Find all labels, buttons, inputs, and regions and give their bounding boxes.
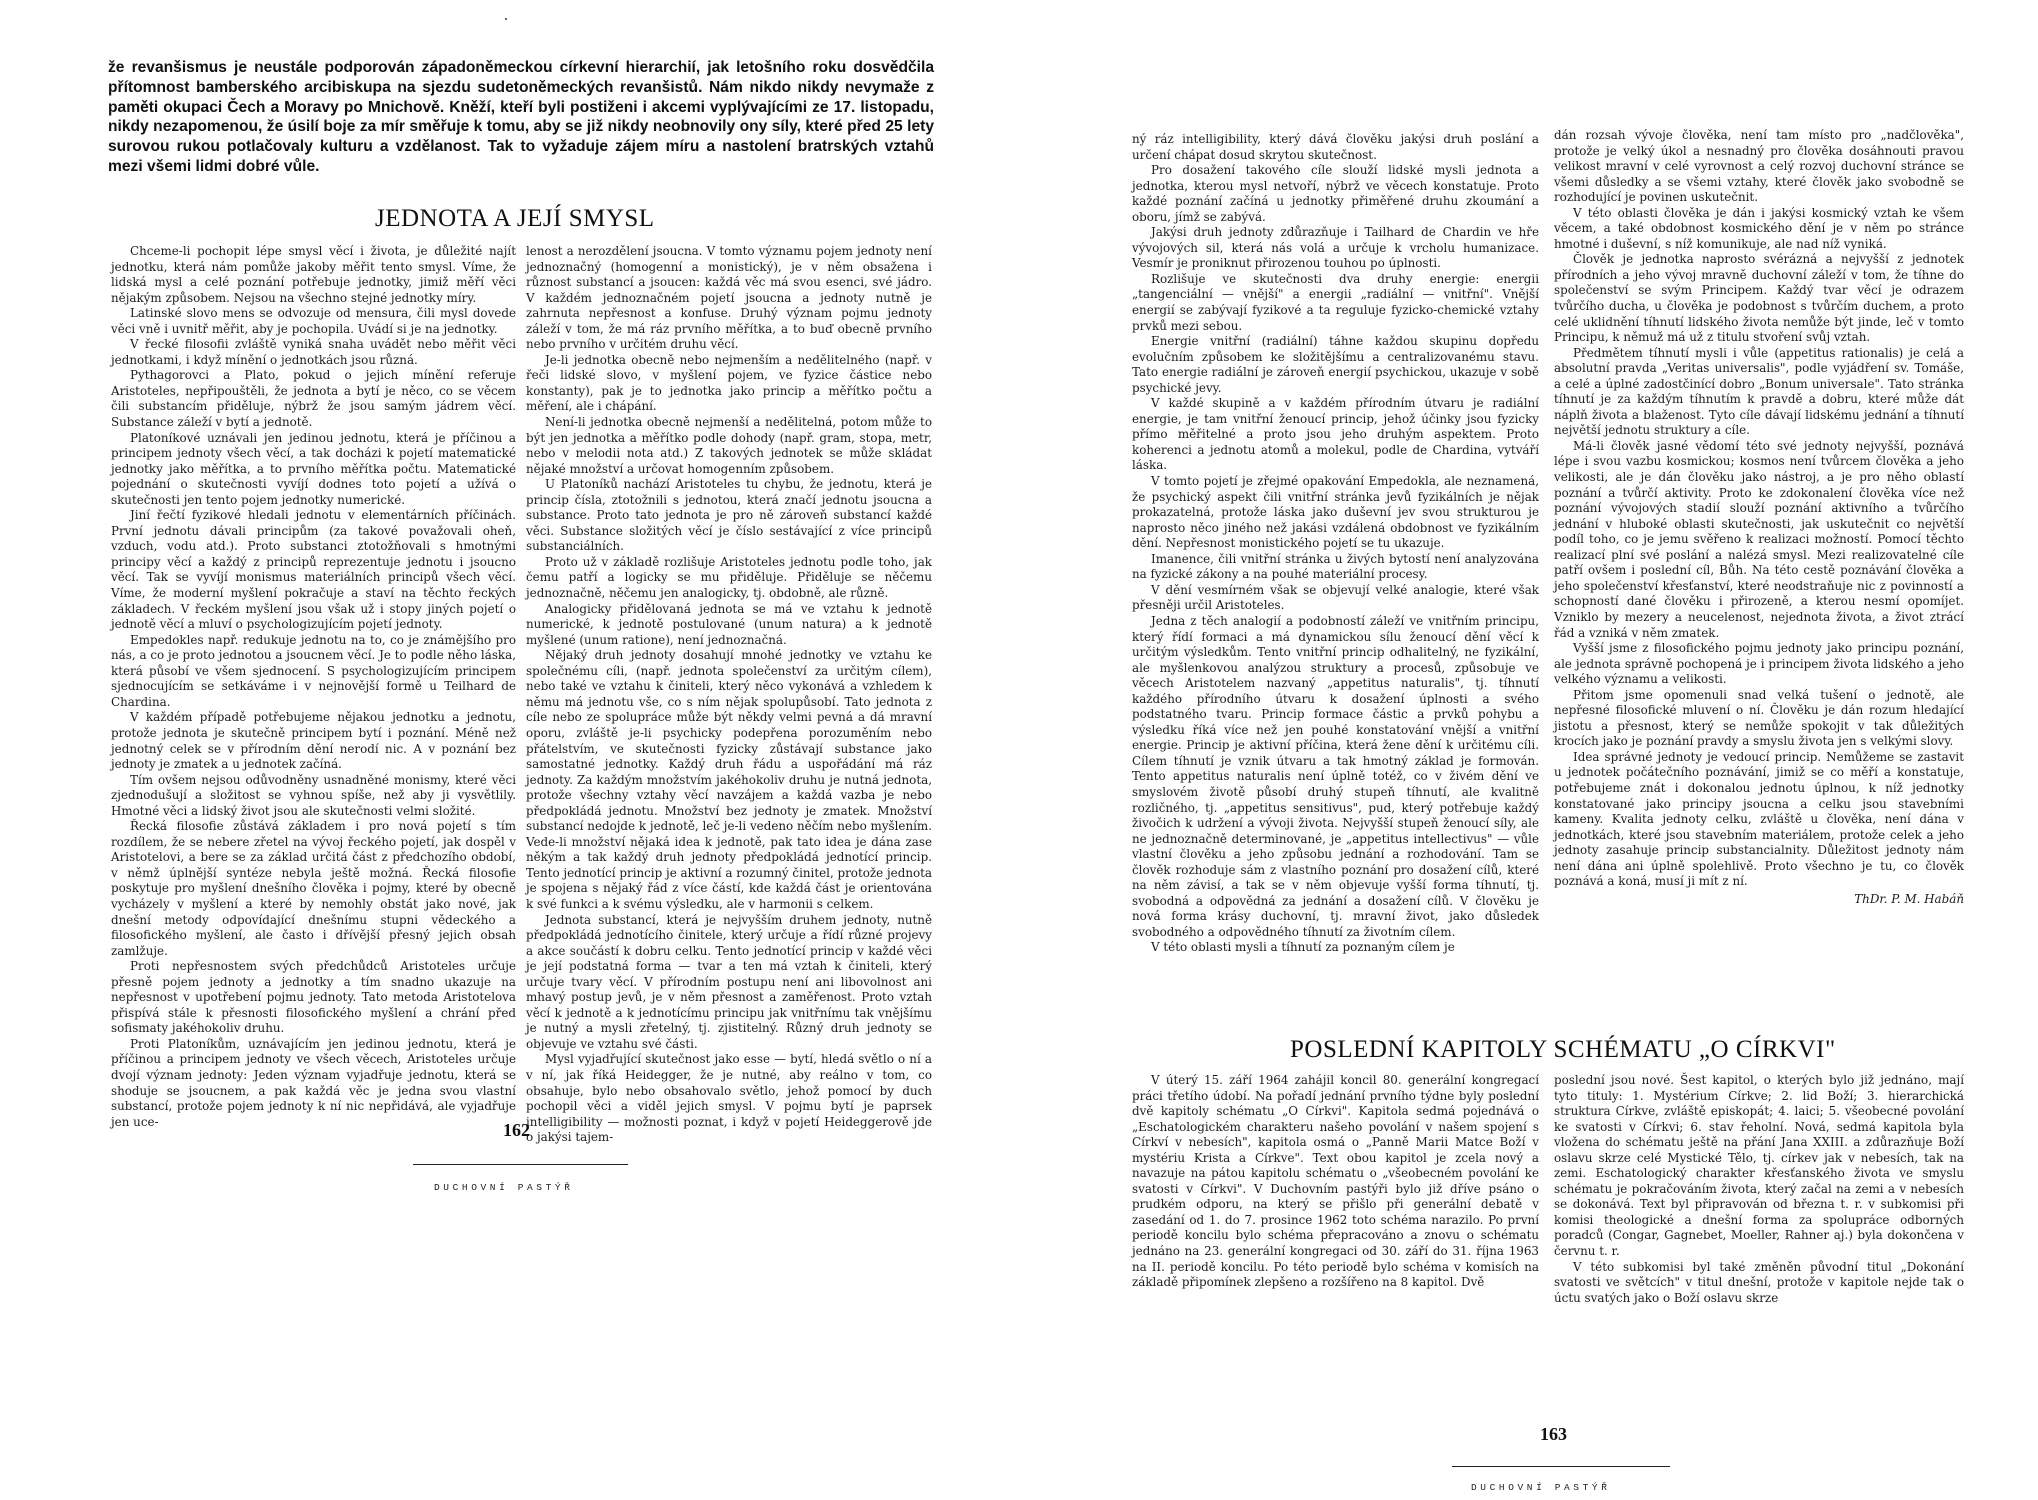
paragraph: Mysl vyjadřující skutečnost jako esse — bytí, hledá světlo o ní a v ní, jak říká Heidegger, že je nutné, aby reálno v tom, co obsahuje, bylo nebo obsahovalo světlo, jehož pomocí by duch pochopil věci a viděl jejich smysl. V pojmu bytí je paprsek intelligibility — možnosti poznat, i když v pojetí Heideggerově jde o jakýsi tajem-	[526, 1052, 932, 1145]
paragraph: Analogicky přidělovaná jednota se má ve vztahu k jednotě numerické, k jednotě postulované (unum natura) a k jednotě myšlené (unum ratione), není jednoznačná.	[526, 601, 932, 647]
page-number: 162	[503, 1120, 530, 1140]
paragraph: V každém případě potřebujeme nějakou jednotku a jednotu, protože jednota je skutečně principem bytí i poznání. Méně než jednotný celek se v přírodním dění nerodí nic. A v poznání bez jednoty je zmatek a u jednotek začíná.	[111, 710, 516, 772]
left-column-2	[526, 244, 932, 1145]
paragraph: Pythagorovci a Plato, pokud o jejich mínění referuje Aristoteles, nepřipouštěli, že jednota a bytí je něco, co se věcem čili substancím přiděluje, nýbrž že jsou samým jádrem věcí. Substance záleží v bytí a jednotě.	[111, 368, 516, 430]
paragraph: Rozlišuje ve skutečnosti dva druhy energie: energii „tangenciální — vnější" a energii „radiální — vnitřní". Vnější energií se zabývají fyzikové a ta reguluje fyzicko-chemické vztahy prvků mezi sebou.	[1132, 271, 1539, 333]
right-column-1	[1132, 132, 1539, 1027]
paragraph: Empedokles např. redukuje jednotu na to, co je známějšího pro nás, a co je proto jednotou a jsoucnem věcí. Je to podle něho láska, která působí ve všem sjednocení. S psychologizujícím principem sjednocujícím se setkáváme i v nejnovější formě u Teilhard de Chardina.	[111, 632, 516, 709]
paragraph: dán rozsah vývoje člověka, není tam místo pro „nadčlověka", protože je velký úkol a nesnadný pro člověka dosáhnouti pravou velikost mravní v celé vyrovnost a celý rozvoj duchovní stránce se všemi důsledky a se všemi vztahy, které člověk jako svobodně se rozhodující je povinen uskutečnit.	[1554, 128, 1964, 205]
footer-rule	[1452, 1466, 1670, 1467]
paragraph: U Platoníků nachází Aristoteles tu chybu, že jednotu, která je princip čísla, ztotožnili s jednotou, která značí jednotu jsoucna a substance. Proto tato jednota je pro ně zároveň substancí každé věci. Substance složitých věcí je číslo sestávající z více principů substanciálních.	[526, 477, 932, 554]
paragraph: V této oblasti člověka je dán i jakýsi kosmický vztah ke všem věcem, a také obdobnost kosmického dění je v něm po stránce hmotné i duševní, s níž komunikuje, ale nad níž vyniká.	[1554, 205, 1964, 251]
paragraph: poslední jsou nové. Šest kapitol, o kterých bylo již jednáno, mají tyto tituly: 1. Mystérium Církve; 2. lid Boží; 3. hierarchická struktura Církve, zvláště episkopát; 4. laici; 5. všeobecné povolání ke svatosti v Církvi; 6. stav řeholní. Nová, sedmá kapitola byla vložena do schématu ještě na přání Jana XXIII. a zdůrazňuje Boží oslavu skrze celé Mystické Tělo, tj. církev jak v nebesích, tak na zemi. Eschatologický charakter křesťanského života ve smyslu schématu je pokračováním života, který začal na zemi a v nebesích se dokonává. Text byl připravován od března t. r. v subkomisi při komisi theologické a dnešní forma za spolupráce odborných poradců (Congar, Gagnebet, Moeller, Rahner aj.) byla dokončena v červnu t. r.	[1554, 1073, 1964, 1259]
paragraph: Člověk je jednotka naprosto svérázná a nejvyšší z jednotek přírodních a jeho vývoj mravně duchovní záleží v tom, že tíhne do společenství se svým Principem. Každý tvar věcí je odrazem tvůrčího ducha, u člověka je podobnost s tvůrčím duchem, a proto celé uklidnění tíhnutí lidského života nemůže být jinde, leč v tomto Principu, k němuž má už z titulu stvoření svůj vztah.	[1554, 252, 1964, 345]
paragraph: Jakýsi druh jednoty zdůrazňuje i Tailhard de Chardin ve hře vývojových sil, která nás volá a určuje k vrcholu humanizace. Vesmír je proniknut přirozenou touhou po úplnosti.	[1132, 225, 1539, 271]
paragraph: Jedna z těch analogií a podobností záleží ve vnitřním principu, který řídí formaci a má dynamickou sílu ženoucí dění věcí k určitým výsledkům. Tento vnitřní princip odhalitelný, ne fyzikální, ale myšlenkovou analýzou struktury a procesů, způsobuje ve věcech Aristotelem nazvaný „appetitus naturalis", tj. tíhnutí každého přírodního útvaru k dosažení úplnosti a svého podstatného tvaru. Princip formace částic a prvků pohybu a výsledku říká více než jen pouhé konstatování vnější a vnitřní energie. Princip je aktivní příčina, která žene dění k určitému cíli. Cílem tíhnutí je vznik útvaru a tak hmotný základ je formován. Tento appetitus naturalis není úplně totéž, co v živém dění ve smyslovém životě působí druhý stupeň tíhnutí, ale kvalitně rozličného, tj. „appetitus sensitivus", pud, který potřebuje každý živočich k udržení a vývoji života. Nejvyšší stupeň ženoucí síly, ale ne jednoznačně determinované, je „appetitus intellectivus" — vůle vlastní člověku a jeho způsobu jednání a rozhodování. Tam se člověk rozhoduje sám z vlastního poznání pro dosažení cílů, které na něm závisí, a tak se v něm objevuje vyšší forma tíhnutí, tj. svobodná a odpovědná za jednání a dosažení cílů. V člověku je nová forma krásy duchovní, tj. mravní život, jako důsledek svobodného a odpovědného tíhnutí za životním cílem.	[1132, 613, 1539, 939]
article-heading: POSLEDNÍ KAPITOLY SCHÉMATU „O CÍRKVI"	[1290, 1036, 1836, 1063]
paragraph: Imanence, čili vnitřní stránka u živých bytostí není analyzována na fyzické zákony a na pouhé materiální procesy.	[1132, 551, 1539, 582]
right-column-3	[1132, 1073, 1539, 1443]
paragraph: Proto už v základě rozlišuje Aristoteles jednotu podle toho, jak čemu patří a logicky se mu přiděluje. Přiděluje se něčemu jednoznačně, něčemu jen analogicky, tj. obdobně, ale různě.	[526, 554, 932, 601]
paragraph: lenost a nerozdělení jsoucna. V tomto významu pojem jednoty není jednoznačný (homogenní a monistický), je v něm obsažena i různost substancí a jsoucen: každá věc má svou esenci, své jádro. V každém jednoznačném pojetí jsoucna a jednoty nutně je zahrnuta nepřesnost a konfuse. Druhý význam pojmu jednoty záleží v tom, že má ráz prvního měřítka, a to buď obecně prvního nebo prvního v určitém druhu věcí.	[526, 244, 932, 352]
paragraph: Není-li jednotka obecně nejmenší a nedělitelná, potom může to být jen jednotka a měřítko podle dohody (např. gram, stopa, metr, nebo v melodii nota atd.) Z takových jednotek se může skládat nějaké množství a určovat homogenním způsobem.	[526, 415, 932, 476]
intro-text: že revanšismus je neustále podporován západoněmeckou církevní hierarchií, jak letošního roku dosvědčila přítomnost bamberského arcibiskupa na sjezdu sudetoněmeckých revanšistů. Nám nikdo nikdy nevymaže z paměti okupaci Čech a Moravy po Mnichově. Kněží, kteří byli postiženi i akcemi vyplývajícími ze 17. listopadu, nikdy nezapomenou, že úsilí boje za mír směřuje k tomu, aby se již nikdy neobnovily ony síly, které před 25 lety surovou rukou potlačovaly kulturu a vzdělanost. Tak to vyžaduje zájem míru a nastolení bratrských vztahů mezi všemi lidmi dobré vůle.	[108, 59, 934, 175]
paragraph: Nějaký druh jednoty dosahují mnohé jednotky ve vztahu ke společnému cíli, (např. jednota společenství za určitým cílem), nebo také ve vztahu k činiteli, který něco vykonává a vzhledem k němu má jednotu vše, co s ním nějak spolupůsobí. Tato jednota z cíle nebo ze spolupráce může být někdy velmi pevná a dá mravní oporu, zvláště je-li psychicky podepřena porozuměním nebo přátelstvím, ve skutečnosti fyzicky zůstávají substance jako samostatné jednotky. Každý druh řádu a uspořádání má ráz jednoty. Za každým množstvím jakéhokoliv druhu je nutná jednota, protože všechny vztahy věcí navzájem a každá vazba je nebo předpokládá jednotu. Množství bez jednoty je zmatek. Množství substancí nedojde k jednotě, leč je-li vedeno něčím nebo myšlením. Vede-li množství nějaká idea k jednotě, pak tato idea je dána zase někým a tak každý druh jednoty předpokládá jednotící princip. Tento jednotící princip je aktivní a rozumný činitel, protože jednota je spojena s nějaký řád z více částí, kde každá část je orientována k své funkci a k svému výsledku, ale v harmonii s celkem.	[526, 648, 932, 911]
paragraph: V této oblasti mysli a tíhnutí za poznaným cílem je	[1151, 940, 1455, 955]
page-number: 163	[1540, 1424, 1567, 1444]
paragraph: Je-li jednotka obecně nebo nejmenším a nedělitelného (např. v řeči lidské slovo, v myšlení pojem, ve fyzice částice nebo konstanty), pak je to jednotka jako princip a měřítko počtu a měření, ale i chápání.	[526, 352, 932, 414]
paragraph: Předmětem tíhnutí mysli i vůle (appetitus rationalis) je celá a absolutní pravda „Veritas universalis", podle vyjádření sv. Tomáše, a celé a úplné zadostčinící dobro „Bonum universale". Tato stránka tíhnutí je za každým tíhnutím k pravdě a dobru, které může dát náplň života a blaženost. Tyto cíle dávají lidskému jednání a tíhnutí největší jednotu struktury a cíle.	[1554, 345, 1964, 438]
paragraph: Proti nepřesnostem svých předchůdců Aristoteles určuje přesně pojem jednoty a jednotky a tím snadno ukazuje na nepřesnost v upotřebení pojmu jednoty. Tato metoda Aristotelova přispívá stále k přesnosti filosofického myšlení a chrání před sofismaty jakéhokoliv druhu.	[111, 959, 516, 1036]
paragraph: Idea správné jednoty je vedoucí princip. Nemůžeme se zastavit u jednotek počátečního poznávání, jimiž se co měří a konstatuje, potřebujeme znát i dokonalou jednotu úplnou, k níž jednotky konstatované jako principy jsoucna a celku jsou stavebními kameny. Kvalita jednoty celku, zvláště u člověka, není dána v jednotkách, které jsou stavebním materiálem, protože celek a jeho jednoty zasahuje princip substancialnity. Důležitost jednoty nám není dána ani úplně spolehlivě. Proto všechno je tu, co člověk poznává a koná, musí ji mít z ní.	[1554, 749, 1964, 889]
paragraph: Přitom jsme opomenuli snad velká tušení o jednotě, ale nepřesné filosofické mluvení o ní. Člověku je dán rozum hledající jistotu a přesnost, který se nemůže spokojit v tak důležitých krocích jako je poznání pravdy a smyslu života jen s velkými slovy.	[1554, 687, 1964, 749]
paragraph: V tomto pojetí je zřejmé opakování Empedokla, ale neznamená, že psychický aspekt čili vnitřní stránka jevů fyzikálních je nějak prokazatelná, protože láska jako duševní jev svou strukturou je naprosto něco jiného než jakási vzdálená obdobnost ve fyzikálním dění. Nepřesnost monistického pojetí se tu ukazuje.	[1132, 474, 1539, 551]
paragraph: Proti Platoníkům, uznávajícím jen jedinou jednotu, která je příčinou a principem jednoty ve všech věcech, Aristoteles určuje dvojí význam jednoty: Jeden význam vyjadřuje jednotu, která se shoduje se jsoucnem, a pak každá věc je jedna svou vlastní substancí, protože pojem jednoty k ní nic nepřidává, ale vyjadřuje jen uce-	[111, 1036, 516, 1129]
left-column-1	[111, 244, 516, 1129]
paragraph: Jednota substancí, která je nejvyšším druhem jednoty, nutně předpokládá jednotícího činitele, který určuje a řídí různé projevy a akce součástí k dobru celku. Tento jednotící princip v každé věci je její podstatná forma — tvar a ten má vztah k činiteli, který určuje tvary věcí. V přírodním postupu není ani libovolnost ani mhavý postup jevů, je v něm přesnost a zaměřenost. Proto vztah věcí k jednotě a k jednotícímu principu jak vnitřnímu tak vnějšímu je nutný a mysli zřetelný, tj. zjistitelný. Různý druh jednoty se objevuje ve vztahu své části.	[526, 912, 932, 1051]
paragraph: V každé skupině a v každém přírodním útvaru je radiální energie, je tam vnitřní ženoucí princip, jehož účinky jsou fyzicky přímo měřitelné a proto jsou jeho druhým aspektem. Proto koherenci a jednotu atomů a molekul, podle de Chardina, vytváří láska.	[1132, 396, 1539, 473]
paragraph: Řecká filosofie zůstává základem i pro nová pojetí s tím rozdílem, že se nebere zřetel na vývoj řeckého pojetí, jak dospěl v Aristotelovi, a bere se za základ určitá část z předchozího období, v němž úplnější syntéze nebyla ještě možná. Řecká filosofie poskytuje pro myšlení dnešního člověka i pojmy, které by obecně vycházely v myšlení a které by nemohly obstát jako nové, jak dnešní metody odpovídající dnešnímu stupni vědeckého a filosofického myšlení, ale často i dřívější přesný jejich obsah zamlžuje.	[111, 819, 516, 958]
paragraph: Má-li člověk jasné vědomí této své jednoty nejvyšší, poznává lépe i svou vazbu kosmickou; kosmos není tvůrcem člověka a jeho velikosti, ale je dán člověku jako nástroj, a je pro něho oblastí poznání a tvůrčí aktivity. Proto ke zdokonalení člověka více než poznání vývojových stadií slouží poznání aktivního a tvůrčího jednání v hluboké oblasti skutečnosti, jak uskutečnit co největší podíl toho, co je jemu svěřeno k realizaci možností. Pomocí těchto realizací plní své poslání a nalézá smysl. Mezi realizovatelné cíle patří ovšem i poslední cíl, Bůh. Na této cestě poznávání člověka a jeho společenství křesťanství, které neodstraňuje nic z povinností a schopností dané člověku i přirozeně, a kterou nesmí opomíjet. Vzniklo by mezery a neucelenost, nejednota života, a život ztrácí řád a vzniká v něm zmatek.	[1554, 438, 1964, 640]
paragraph: V úterý 15. září 1964 zahájil koncil 80. generální kongregací práci třetího údobí. Na pořadí jednání prvního týdne byly poslední dvě kapitoly schématu „O Církvi". Kapitola sedmá pojednává o „Eschatologickém charakteru našeho povolání v našem spojení s Církví v nebesích", kapitola osmá o „Panně Marii Matce Boží v mystériu Krista a Církve". Text obou kapitol je zcela nový a navazuje na pátou kapitolu schématu o „všeobecném povolání ke svatosti v Církvi". V Duchovním pastýři bylo již dříve psáno o prudkém odporu, na který se přišlo při generální debatě v zasedání od 1. do 7. prosince 1962 toto schéma narazilo. Po první periodě koncilu bylo schéma přepracováno a znovu o schématu jednáno na 23. generální kongregaci od 30. září do 31. října 1963 na II. periodě koncilu. Po této periodě bylo schéma v komisích na základě připomínek zlepšeno a rozšířeno na 8 kapitol. Dvě	[1132, 1073, 1539, 1290]
paragraph: Pro dosažení takového cíle slouží lidské mysli jednota a jednotka, kterou mysl netvoří, nýbrž ve věcech konstatuje. Proto každé poznání začíná u jednotky přiměřené druhu zkoumání a oboru, jímž se zabývá.	[1132, 163, 1539, 224]
paragraph: Vyšší jsme z filosofického pojmu jednoty jako principu poznání, ale jednota správně pochopená je i principem života lidského a jeho velkého významu a velikosti.	[1554, 641, 1964, 687]
journal-name: DUCHOVNÍ PASTÝŘ	[434, 1182, 574, 1193]
intro-paragraph	[108, 58, 934, 177]
right-column-4	[1554, 1073, 1964, 1443]
footer-rule	[413, 1164, 628, 1165]
paragraph: Energie vnitřní (radiální) táhne každou skupinu dopředu evolučním způsobem ke složitějšímu a centralizovanému stavu. Tato energie radiální je zároveň energií psychickou, ukazuje v sobě psychické jevy.	[1132, 334, 1539, 395]
author-signature: ThDr. P. M. Habáň	[1854, 891, 1964, 906]
paragraph: Chceme-li pochopit lépe smysl věcí i života, je důležité najít jednotku, která nám pomůže jakoby měřit tento smysl. Víme, že lidská mysl a celé poznání potřebuje jednotky, jimiž měří věci nějakým způsobem. Nejsou na všechno stejné jednotky míry.	[111, 244, 516, 305]
paragraph: V této subkomisi byl také změněn původní titul „Dokonání svatosti ve světcích" v titul dnešní, protože v kapitole nejde tak o úctu svatých jako o Boží oslavu skrze	[1554, 1259, 1964, 1305]
right-column-2	[1554, 128, 1964, 1023]
right-page	[1019, 0, 2038, 1500]
paragraph: Platoníkové uznávali jen jedinou jednotu, která je příčinou a principem jednoty všech věcí, a tak docházi k pojetí matematické jednotky jako měřítka, a to prvního měřítka počtu. Matematické pojednání o skutečnosti vyvíjí dodnes toto pojetí a užívá o skutečnosti jen tento pojem jednotky numerické.	[111, 430, 516, 507]
paragraph: V řecké filosofii zvláště vyniká snaha uvádět nebo měřit věci jednotkami, i když mínění o jednotkách jsou různá.	[111, 337, 516, 367]
print-speck	[505, 18, 507, 20]
article-heading: JEDNOTA A JEJÍ SMYSL	[375, 205, 655, 232]
journal-name: DUCHOVNÍ PASTÝŘ	[1471, 1482, 1611, 1493]
paragraph: Latinské slovo mens se odvozuje od mensura, čili mysl dovede věci vně i uvnitř měřit, aby je pochopila. Uvádí si je na jednotky.	[111, 306, 516, 336]
paragraph: V dění vesmírném však se objevují velké analogie, které však přesněji určil Aristoteles.	[1132, 582, 1539, 613]
paragraph: Tím ovšem nejsou odůvodněny usnadněné monismy, které věci zjednodušují a složitost se vyhnou spíše, než aby ji vysvětlily. Hmotné věci a lidský život jsou ale skutečnosti velmi složité.	[111, 772, 516, 818]
paragraph: Jiní řečtí fyzikové hledali jednotu v elementárních příčinách. První jednotu dávali principům (za takové považovali oheň, vzduch, vodu atd.). Proto substanci ztotožňovali s hmotnými principy věcí a každý z principů reprezentuje jednotu i jsoucno věcí. Tak se vyvíjí monismus materiálních principů všech věcí. Víme, že moderní myšlení pokračuje a staví na těchto řeckých základech. V řeckém myšlení jsou však už i stopy jiných pojetí o jednotě věcí a mluví o psychologizujícím pojetí jednoty.	[111, 508, 516, 632]
paragraph: ný ráz intelligibility, který dává člověku jakýsi druh poslání a určení chápat dosud skrytou skutečnost.	[1132, 132, 1539, 162]
